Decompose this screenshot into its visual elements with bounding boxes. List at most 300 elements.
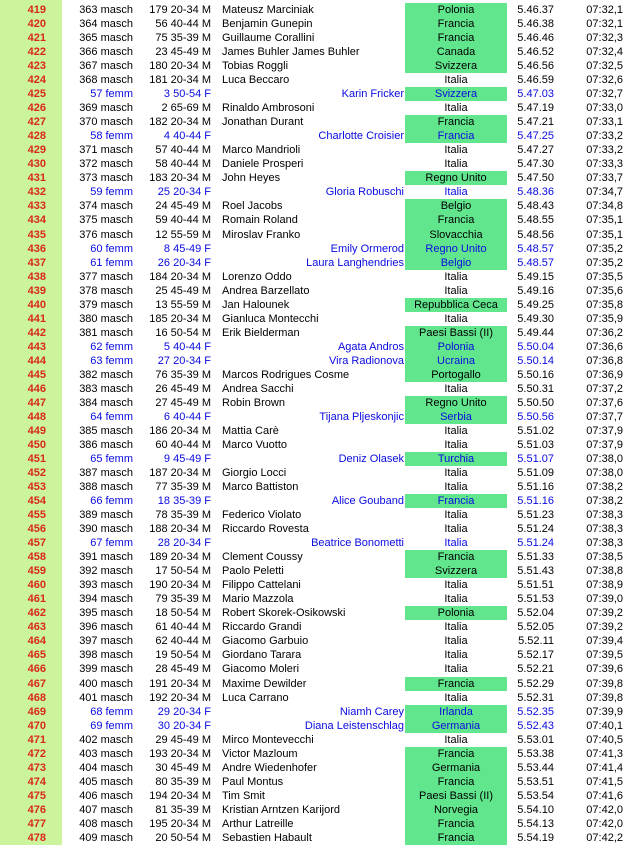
row-right-margin — [628, 143, 640, 157]
name-cell: Maxime Dewilder — [222, 677, 307, 690]
rank-cell: 473 — [27, 761, 46, 774]
row-right-margin — [628, 31, 640, 45]
name-cell: Marco Mandrioli — [222, 144, 301, 157]
result-row — [0, 691, 640, 705]
entry-cell: 384 masch — [79, 396, 133, 409]
rank-cell: 451 — [27, 453, 46, 465]
name-cell: Riccardo Rovesta — [222, 523, 309, 536]
time-cell: 5.54.19 — [517, 831, 554, 844]
entry-cell: 401 masch — [79, 691, 133, 704]
row-right-margin — [628, 662, 640, 676]
name-cell: Roel Jacobs — [222, 200, 283, 213]
name-cell: Jan Halounek — [222, 298, 290, 311]
name-cell: Andrea Barzellato — [222, 284, 310, 297]
name-cell: Marco Vuotto — [222, 438, 288, 451]
country-cell: Italia — [444, 481, 468, 494]
name-cell: Tobias Roggli — [222, 60, 289, 73]
rank-cell: 430 — [27, 158, 46, 171]
time-cell: 5.51.23 — [517, 509, 554, 522]
result-row — [0, 648, 640, 662]
country-cell: Italia — [444, 74, 468, 87]
gap-cell: 07:39,8 — [586, 677, 623, 690]
result-row — [0, 522, 640, 536]
result-row — [0, 494, 640, 508]
gap-cell: 07:32,5 — [586, 60, 623, 73]
name-cell: Mateusz Marciniak — [222, 4, 314, 16]
result-row — [0, 761, 640, 775]
rank-cell: 465 — [27, 649, 46, 662]
gap-cell: 07:33,2 — [586, 144, 623, 157]
time-cell: 5.47.27 — [517, 144, 554, 157]
result-row — [0, 213, 640, 227]
gap-cell: 07:38,3 — [586, 509, 623, 522]
time-cell: 5.51.43 — [517, 565, 554, 578]
name-cell: Daniele Prosperi — [222, 158, 304, 171]
country-cell: Francia — [405, 494, 507, 508]
entry-cell: 363 masch — [79, 4, 133, 16]
gap-cell: 07:39,4 — [586, 635, 623, 648]
category-cell: 30 20-34 F — [157, 719, 211, 732]
category-cell: 26 20-34 F — [157, 256, 211, 269]
row-right-margin — [628, 129, 640, 143]
row-right-margin — [628, 536, 640, 550]
country-cell: Italia — [444, 102, 468, 115]
result-row — [0, 747, 640, 761]
rank-cell: 478 — [27, 831, 46, 844]
gap-cell: 07:33,2 — [586, 130, 623, 143]
rank-cell: 462 — [27, 607, 46, 620]
gap-cell: 07:36,2 — [586, 326, 623, 339]
rank-cell: 449 — [27, 424, 46, 437]
time-cell: 5.51.24 — [517, 523, 554, 536]
country-cell: Italia — [444, 186, 468, 199]
gap-cell: 07:35,1 — [586, 214, 623, 227]
gap-cell: 07:40,5 — [586, 733, 623, 746]
result-row — [0, 592, 640, 606]
gap-cell: 07:32,6 — [586, 74, 623, 87]
entry-cell: 407 masch — [79, 803, 133, 816]
time-cell: 5.48.57 — [517, 242, 554, 255]
country-cell: Francia — [405, 550, 507, 564]
category-cell: 183 20-34 M — [149, 172, 211, 185]
time-cell: 5.52.11 — [518, 635, 554, 648]
name-cell: Paolo Peletti — [222, 565, 284, 578]
rank-cell: 470 — [27, 719, 46, 732]
result-row — [0, 733, 640, 747]
gap-cell: 07:37,9 — [586, 438, 623, 451]
country-cell: Italia — [444, 691, 468, 704]
entry-cell: 373 masch — [79, 172, 133, 185]
country-cell: Germania — [405, 719, 507, 733]
time-cell: 5.51.16 — [517, 481, 554, 494]
entry-cell: 382 masch — [79, 368, 133, 381]
entry-cell: 62 femm — [90, 340, 133, 353]
result-row — [0, 45, 640, 59]
row-right-margin — [628, 213, 640, 227]
gap-cell: 07:32,7 — [586, 88, 623, 101]
entry-cell: 65 femm — [90, 453, 133, 465]
time-cell: 5.46.59 — [517, 74, 554, 87]
entry-cell: 69 femm — [90, 719, 133, 732]
category-cell: 28 45-49 M — [155, 663, 211, 676]
row-right-margin — [628, 522, 640, 536]
entry-cell: 395 masch — [79, 607, 133, 620]
name-cell: Luca Carrano — [222, 691, 289, 704]
result-row — [0, 157, 640, 171]
result-row — [0, 3, 640, 17]
category-cell: 4 40-44 F — [163, 130, 211, 143]
category-cell: 60 40-44 M — [155, 438, 211, 451]
result-row — [0, 705, 640, 719]
gap-cell: 07:37,9 — [586, 424, 623, 437]
name-cell: Agata Andros — [337, 340, 404, 353]
result-row — [0, 101, 640, 115]
category-cell: 180 20-34 M — [149, 60, 211, 73]
category-cell: 5 40-44 F — [163, 340, 211, 353]
category-cell: 29 20-34 F — [157, 705, 211, 718]
time-cell: 5.52.31 — [517, 691, 554, 704]
time-cell: 5.51.24 — [517, 537, 554, 550]
country-cell: Italia — [444, 733, 468, 746]
entry-cell: 374 masch — [79, 200, 133, 213]
country-cell: Germania — [405, 761, 507, 775]
results-rows — [0, 3, 640, 845]
entry-cell: 68 femm — [90, 705, 133, 718]
row-right-margin — [628, 157, 640, 171]
category-cell: 58 40-44 M — [155, 158, 211, 171]
entry-cell: 375 masch — [79, 214, 133, 227]
time-cell: 5.54.13 — [517, 817, 554, 830]
result-row — [0, 424, 640, 438]
gap-cell: 07:42,2 — [586, 831, 623, 844]
row-right-margin — [628, 789, 640, 803]
entry-cell: 408 masch — [79, 817, 133, 830]
country-cell: Repubblica Ceca — [405, 298, 507, 312]
row-right-margin — [628, 312, 640, 326]
rank-cell: 474 — [27, 775, 46, 788]
rank-cell: 459 — [27, 565, 46, 578]
time-cell: 5.46.37 — [517, 4, 554, 16]
name-cell: Tijana Pljeskonjic — [319, 410, 404, 423]
category-cell: 62 40-44 M — [155, 635, 211, 648]
name-cell: Erik Bielderman — [222, 326, 300, 339]
country-cell: Italia — [444, 284, 468, 297]
row-right-margin — [628, 677, 640, 691]
time-cell: 5.47.03 — [517, 88, 554, 101]
rank-cell: 477 — [27, 817, 46, 830]
name-cell: Giacomo Moleri — [222, 663, 300, 676]
category-cell: 27 45-49 M — [155, 396, 211, 409]
row-right-margin — [628, 480, 640, 494]
country-cell: Francia — [405, 115, 507, 129]
time-cell: 5.48.57 — [517, 256, 554, 269]
result-row — [0, 115, 640, 129]
result-row — [0, 508, 640, 522]
time-cell: 5.50.14 — [517, 354, 554, 367]
gap-cell: 07:38,2 — [586, 481, 623, 494]
time-cell: 5.49.30 — [517, 312, 554, 325]
result-row — [0, 634, 640, 648]
row-right-margin — [628, 326, 640, 340]
country-cell: Polonia — [405, 3, 507, 17]
result-row — [0, 564, 640, 578]
country-cell: Italia — [444, 144, 468, 157]
result-row — [0, 662, 640, 676]
entry-cell: 392 masch — [79, 565, 133, 578]
row-right-margin — [628, 803, 640, 817]
category-cell: 61 40-44 M — [155, 621, 211, 634]
row-right-margin — [628, 340, 640, 354]
gap-cell: 07:34,7 — [586, 186, 623, 199]
time-cell: 5.53.44 — [517, 761, 554, 774]
row-right-margin — [628, 382, 640, 396]
gap-cell: 07:33,1 — [586, 116, 623, 129]
name-cell: Sebastien Habault — [222, 831, 312, 844]
name-cell: Robin Brown — [222, 396, 285, 409]
gap-cell: 07:38,3 — [586, 537, 623, 550]
row-right-margin — [628, 438, 640, 452]
name-cell: Paul Montus — [222, 775, 284, 788]
name-cell: Deniz Olasek — [338, 453, 404, 465]
rank-cell: 420 — [27, 18, 46, 31]
category-cell: 57 40-44 M — [155, 144, 211, 157]
rank-cell: 466 — [27, 663, 46, 676]
result-row — [0, 466, 640, 480]
name-cell: Jonathan Durant — [222, 116, 304, 129]
gap-cell: 07:35,2 — [586, 242, 623, 255]
rank-cell: 442 — [27, 326, 46, 339]
country-cell: Francia — [405, 31, 507, 45]
entry-cell: 378 masch — [79, 284, 133, 297]
rank-cell: 454 — [27, 495, 46, 508]
time-cell: 5.47.50 — [517, 172, 554, 185]
time-cell: 5.53.01 — [517, 733, 554, 746]
name-cell: Arthur Latreille — [222, 817, 294, 830]
name-cell: Lorenzo Oddo — [222, 270, 292, 283]
rank-cell: 441 — [27, 312, 46, 325]
row-right-margin — [628, 228, 640, 242]
category-cell: 189 20-34 M — [149, 551, 211, 564]
name-cell: James Buhler James Buhler — [222, 46, 360, 59]
country-cell: Italia — [444, 158, 468, 171]
row-right-margin — [628, 705, 640, 719]
rank-cell: 439 — [27, 284, 46, 297]
category-cell: 6 40-44 F — [163, 410, 211, 423]
category-cell: 76 35-39 M — [155, 368, 211, 381]
result-row — [0, 775, 640, 789]
time-cell: 5.49.16 — [517, 284, 554, 297]
rank-cell: 455 — [27, 509, 46, 522]
gap-cell: 07:35,2 — [586, 256, 623, 269]
gap-cell: 07:39,8 — [586, 691, 623, 704]
gap-cell: 07:32,4 — [586, 46, 623, 59]
time-cell: 5.53.51 — [517, 775, 554, 788]
gap-cell: 07:40,1 — [586, 719, 623, 732]
gap-cell: 07:37,7 — [586, 410, 623, 423]
country-cell: Francia — [405, 747, 507, 761]
time-cell: 5.51.03 — [517, 438, 554, 451]
category-cell: 28 20-34 F — [157, 537, 211, 550]
result-row — [0, 270, 640, 284]
entry-cell: 366 masch — [79, 46, 133, 59]
category-cell: 77 35-39 M — [155, 481, 211, 494]
country-cell: Italia — [444, 635, 468, 648]
entry-cell: 61 femm — [90, 256, 133, 269]
time-cell: 5.54.10 — [517, 803, 554, 816]
time-cell: 5.51.16 — [517, 495, 554, 508]
time-cell: 5.52.35 — [517, 705, 554, 718]
country-cell: Irlanda — [405, 705, 507, 719]
rank-cell: 447 — [27, 396, 46, 409]
result-row — [0, 298, 640, 312]
country-cell: Francia — [405, 17, 507, 31]
result-row — [0, 368, 640, 382]
entry-cell: 396 masch — [79, 621, 133, 634]
country-cell: Italia — [444, 382, 468, 395]
time-cell: 5.51.53 — [517, 593, 554, 606]
category-cell: 27 20-34 F — [157, 354, 211, 367]
entry-cell: 394 masch — [79, 593, 133, 606]
result-row — [0, 143, 640, 157]
time-cell: 5.52.43 — [517, 719, 554, 732]
entry-cell: 409 masch — [79, 831, 133, 844]
row-right-margin — [628, 466, 640, 480]
result-row — [0, 803, 640, 817]
time-cell: 5.48.36 — [517, 186, 554, 199]
name-cell: Niamh Carey — [339, 705, 404, 718]
rank-cell: 467 — [27, 677, 46, 690]
time-cell: 5.46.52 — [517, 46, 554, 59]
row-right-margin — [628, 242, 640, 256]
name-cell: Victor Mazloum — [222, 747, 298, 760]
country-cell: Belgio — [405, 256, 507, 270]
name-cell: Andre Wiedenhofer — [222, 761, 317, 774]
row-right-margin — [628, 171, 640, 185]
name-cell: Laura Langhendries — [306, 256, 404, 269]
name-cell: Vira Radionova — [328, 354, 404, 367]
country-cell: Francia — [405, 129, 507, 143]
name-cell: Gianluca Montecchi — [222, 312, 319, 325]
time-cell: 5.49.15 — [517, 270, 554, 283]
result-row — [0, 87, 640, 101]
country-cell: Italia — [444, 523, 468, 536]
gap-cell: 07:38,9 — [586, 579, 623, 592]
result-row — [0, 410, 640, 424]
row-right-margin — [628, 59, 640, 73]
row-right-margin — [628, 648, 640, 662]
gap-cell: 07:32,1 — [586, 4, 623, 16]
rank-cell: 433 — [27, 200, 46, 213]
country-cell: Italia — [444, 509, 468, 522]
name-cell: Mario Mazzola — [222, 593, 294, 606]
result-row — [0, 256, 640, 270]
row-right-margin — [628, 578, 640, 592]
time-cell: 5.51.33 — [517, 551, 554, 564]
name-cell: Romain Roland — [222, 214, 298, 227]
entry-cell: 386 masch — [79, 438, 133, 451]
row-right-margin — [628, 354, 640, 368]
gap-cell: 07:38,8 — [586, 565, 623, 578]
entry-cell: 372 masch — [79, 158, 133, 171]
name-cell: Marco Battiston — [222, 481, 299, 494]
result-row — [0, 185, 640, 199]
name-cell: Guillaume Corallini — [222, 32, 315, 45]
rank-cell: 437 — [27, 256, 46, 269]
result-row — [0, 536, 640, 550]
rank-cell: 427 — [27, 116, 46, 129]
gap-cell: 07:38,0 — [586, 453, 623, 465]
country-cell: Regno Unito — [405, 396, 507, 410]
category-cell: 3 50-54 F — [163, 88, 211, 101]
row-right-margin — [628, 87, 640, 101]
name-cell: Marcos Rodrigues Cosme — [222, 368, 350, 381]
name-cell: Kristian Arntzen Karijord — [222, 803, 340, 816]
category-cell: 181 20-34 M — [149, 74, 211, 87]
category-cell: 29 45-49 M — [155, 733, 211, 746]
country-cell: Canada — [405, 45, 507, 59]
time-cell: 5.46.46 — [517, 32, 554, 45]
gap-cell: 07:41,3 — [586, 747, 623, 760]
time-cell: 5.50.16 — [517, 368, 554, 381]
entry-cell: 405 masch — [79, 775, 133, 788]
category-cell: 79 35-39 M — [155, 593, 211, 606]
gap-cell: 07:35,5 — [586, 270, 623, 283]
row-right-margin — [628, 298, 640, 312]
result-row — [0, 396, 640, 410]
entry-cell: 368 masch — [79, 74, 133, 87]
name-cell: Luca Beccaro — [222, 74, 290, 87]
gap-cell: 07:35,8 — [586, 298, 623, 311]
country-cell: Italia — [444, 270, 468, 283]
time-cell: 5.51.07 — [517, 453, 554, 465]
gap-cell: 07:39,5 — [586, 649, 623, 662]
category-cell: 188 20-34 M — [149, 523, 211, 536]
row-right-margin — [628, 634, 640, 648]
time-cell: 5.52.04 — [517, 607, 554, 620]
country-cell: Italia — [444, 424, 468, 437]
result-row — [0, 817, 640, 831]
row-right-margin — [628, 73, 640, 87]
row-right-margin — [628, 494, 640, 508]
name-cell: Giorgio Locci — [222, 467, 287, 480]
name-cell: Emily Ormerod — [330, 242, 404, 255]
time-cell: 5.46.56 — [517, 60, 554, 73]
rank-cell: 461 — [27, 593, 46, 606]
entry-cell: 365 masch — [79, 32, 133, 45]
country-cell: Belgio — [405, 199, 507, 213]
gap-cell: 07:36,9 — [586, 368, 623, 381]
category-cell: 80 35-39 M — [155, 775, 211, 788]
country-cell: Francia — [405, 775, 507, 789]
time-cell: 5.47.25 — [517, 130, 554, 143]
row-right-margin — [628, 424, 640, 438]
name-cell: Giordano Tarara — [222, 649, 302, 662]
name-cell: Karin Fricker — [341, 88, 404, 101]
rank-cell: 450 — [27, 438, 46, 451]
category-cell: 78 35-39 M — [155, 509, 211, 522]
time-cell: 5.47.21 — [517, 116, 554, 129]
result-row — [0, 452, 640, 466]
category-cell: 23 45-49 M — [155, 46, 211, 59]
gap-cell: 07:38,5 — [586, 551, 623, 564]
rank-cell: 426 — [27, 102, 46, 115]
name-cell: Miroslav Franko — [222, 228, 301, 241]
row-right-margin — [628, 270, 640, 284]
category-cell: 17 50-54 M — [155, 565, 211, 578]
gap-cell: 07:33,3 — [586, 158, 623, 171]
row-right-margin — [628, 817, 640, 831]
name-cell: Alice Gouband — [331, 495, 404, 508]
